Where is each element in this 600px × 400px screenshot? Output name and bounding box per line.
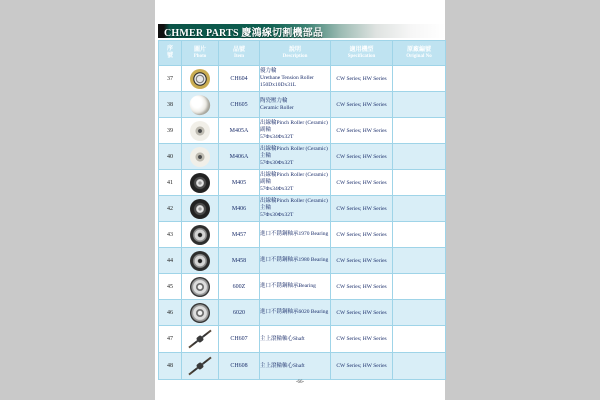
part-description: 進口不銹鋼軸承1980 Bearing [260,248,331,274]
original-no [393,274,446,300]
part-description: 進口不銹鋼軸承6020 Bearing [260,300,331,326]
part-photo [187,353,213,379]
table-row [159,248,446,274]
row-no: 48 [159,353,182,380]
parts-table [158,40,446,380]
part-photo [190,121,210,141]
item-code: M406 [219,196,260,222]
item-code: 6020 [219,300,260,326]
specification: CW Series; HW Series [331,92,393,118]
item-code: M405 [219,170,260,196]
part-description: 主上滾輪軸心Shaft [260,326,331,353]
header-item: 品號 Item [219,41,260,66]
part-description: 優力輪 Urethane Tension Roller 150Dx10Dx31L [260,66,331,92]
item-code: M457 [219,222,260,248]
page-number: -66- [295,380,305,385]
specification: CW Series; HW Series [331,118,393,144]
part-photo [190,303,210,323]
part-description: 進口不銹鋼軸承1970 Bearing [260,222,331,248]
row-no: 39 [159,118,182,144]
original-no [393,353,446,380]
header-original-no: 原廠編號 Original No [393,41,446,66]
specification: CW Series; HW Series [331,144,393,170]
specification: CW Series; HW Series [331,326,393,353]
row-no: 45 [159,274,182,300]
original-no [393,222,446,248]
parts-table-body [159,66,446,380]
catalog-page [155,0,445,400]
part-description: 主上滾輪軸心Shaft [260,353,331,380]
row-no: 43 [159,222,182,248]
original-no [393,170,446,196]
original-no [393,118,446,144]
item-code: CH607 [219,326,260,353]
original-no [393,326,446,353]
specification: CW Series; HW Series [331,170,393,196]
item-code: CH605 [219,92,260,118]
row-no: 41 [159,170,182,196]
page-title: CHMER PARTS 慶鴻線切割機部品 [164,27,324,39]
row-no: 40 [159,144,182,170]
table-row [159,66,446,92]
part-description: 出線輪Pinch Roller (Ceramic) 主輪 57Φx30Φx32T [260,144,331,170]
specification: CW Series; HW Series [331,222,393,248]
part-photo [190,147,210,167]
original-no [393,248,446,274]
specification: CW Series; HW Series [331,353,393,380]
row-no: 44 [159,248,182,274]
item-code: CH608 [219,353,260,380]
page-title-bar [158,24,445,38]
table-row [159,196,446,222]
item-code: M458 [219,248,260,274]
table-row [159,92,446,118]
header-description: 說明 Description [260,41,331,66]
item-code: 600Z [219,274,260,300]
header-no: 序號 [159,41,182,66]
row-no: 47 [159,326,182,353]
item-code: M405A [219,118,260,144]
table-row [159,170,446,196]
original-no [393,196,446,222]
original-no [393,66,446,92]
row-no: 37 [159,66,182,92]
table-row [159,300,446,326]
header-specification: 適用機型 Specification [331,41,393,66]
part-description: 出線輪Pinch Roller (Ceramic) 副輪 57Φx34Φx32T [260,118,331,144]
specification: CW Series; HW Series [331,274,393,300]
header-photo: 圖片 Photo [182,41,219,66]
item-code: CH604 [219,66,260,92]
original-no [393,144,446,170]
part-photo [190,173,210,193]
part-photo [190,69,210,89]
original-no [393,300,446,326]
part-photo [190,199,210,219]
part-photo [187,326,213,352]
part-photo [190,251,210,271]
part-photo [190,225,210,245]
part-description: 出線輪Pinch Roller (Ceramic) 主輪 57Φx30Φx32T [260,196,331,222]
row-no: 38 [159,92,182,118]
parts-table-header [159,41,446,66]
original-no [393,92,446,118]
table-row [159,326,446,353]
part-description: 陶瓷壓力輪 Ceramic Roller [260,92,331,118]
row-no: 42 [159,196,182,222]
item-code: M406A [219,144,260,170]
part-photo [187,92,212,117]
specification: CW Series; HW Series [331,66,393,92]
table-row [159,144,446,170]
row-no: 46 [159,300,182,326]
table-row [159,353,446,380]
part-description: 進口不銹鋼軸承Bearing [260,274,331,300]
part-description: 出線輪Pinch Roller (Ceramic) 副輪 57Φx34Φx32T [260,170,331,196]
specification: CW Series; HW Series [331,248,393,274]
table-row [159,118,446,144]
specification: CW Series; HW Series [331,300,393,326]
specification: CW Series; HW Series [331,196,393,222]
part-photo [190,277,210,297]
table-row [159,222,446,248]
table-row [159,274,446,300]
